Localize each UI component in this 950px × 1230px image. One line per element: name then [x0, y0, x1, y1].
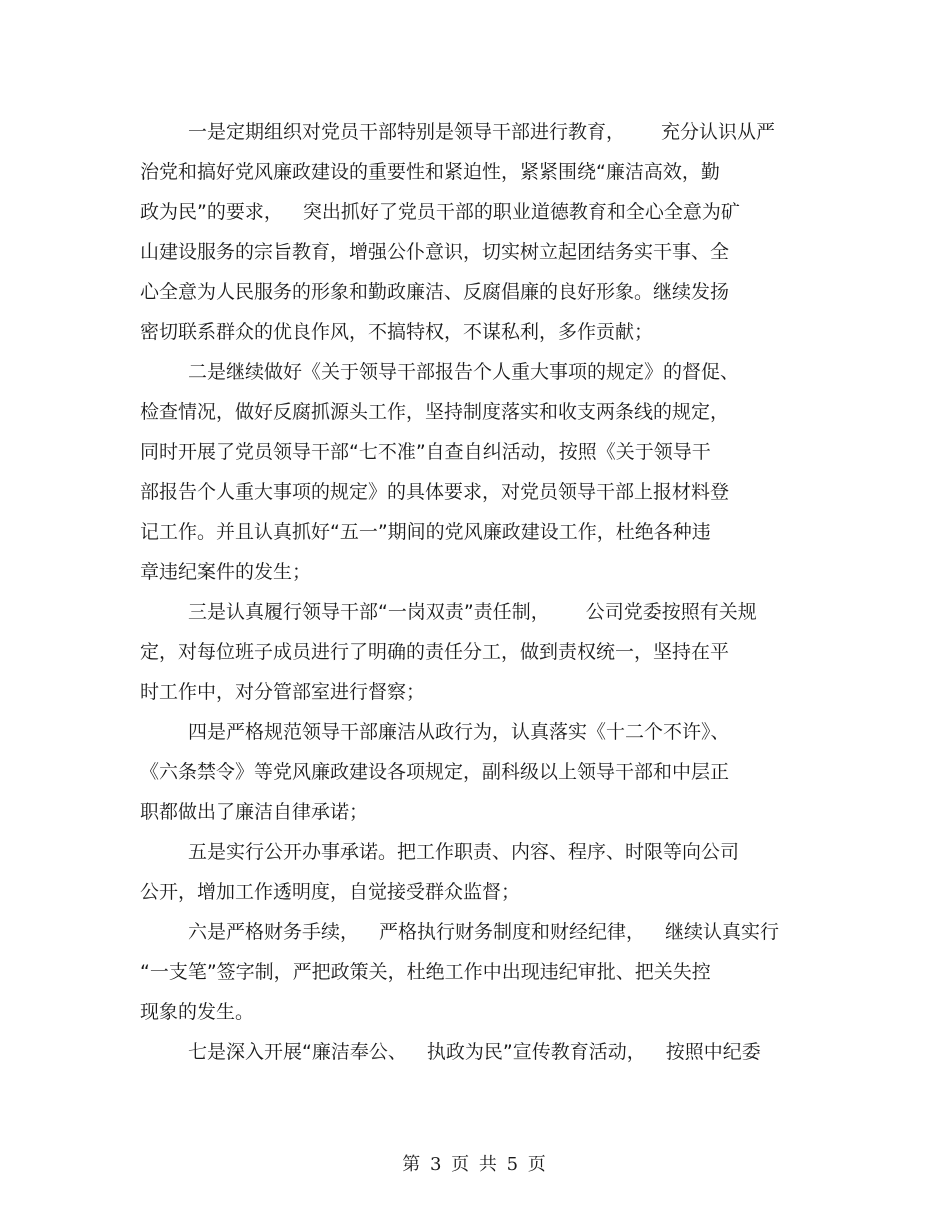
text-segment: 七是深入开展“廉洁奉公、: [188, 1041, 407, 1063]
page-number-footer: 第 3 页 共 5 页: [402, 1154, 548, 1175]
text-segment: 一是定期组织对党员干部特别是领导干部进行教育，: [188, 121, 626, 143]
text-segment: 六是严格财务手续，: [188, 921, 360, 943]
text-line: 部报告个人重大事项的规定》的具体要求，对党员领导干部上报材料登: [140, 481, 730, 503]
text-line: 《六条禁令》等党风廉政建设各项规定，副科级以上领导干部和中层正: [140, 761, 730, 783]
text-line: [140, 912, 820, 952]
text-segment: 执政为民”宣传教育活动，: [426, 1041, 646, 1063]
text-line: [140, 112, 820, 152]
text-line: 职都做出了廉洁自律承诺；: [140, 801, 369, 823]
text-line: 现象的发生。: [140, 1001, 255, 1023]
text-line: 同时开展了党员领导干部“七不准”自查自纠活动，按照《关于领导干: [140, 441, 711, 463]
body-text: [140, 112, 820, 1072]
text-line: 章违纪案件的发生；: [140, 561, 312, 583]
text-segment: 公司党委按照有关规: [585, 601, 757, 623]
text-line: 二是继续做好《关于领导干部报告个人重大事项的规定》的督促、: [188, 361, 740, 383]
text-line: 山建设服务的宗旨教育，增强公仆意识，切实树立起团结务实干事、全: [140, 241, 730, 263]
text-segment: 按照中纪委: [665, 1041, 761, 1063]
text-line: 时工作中，对分管部室进行督察；: [140, 681, 426, 703]
text-line: 公开，增加工作透明度，自觉接受群众监督；: [140, 881, 521, 903]
text-segment: 政为民”的要求，: [140, 201, 283, 223]
text-line: 检查情况，做好反腐抓源头工作，坚持制度落实和收支两条线的规定，: [140, 401, 730, 423]
text-segment: 突出抓好了党员干部的职业道德教育和全心全意为矿: [302, 201, 740, 223]
text-segment: 充分认识从严: [661, 121, 776, 143]
text-line: “一支笔”签字制，严把政策关，杜绝工作中出现违纪审批、把关失控: [140, 961, 711, 983]
text-line: 心全意为人民服务的形象和勤政廉洁、反腐倡廉的良好形象。继续发扬: [140, 281, 730, 303]
text-line: 治党和搞好党风廉政建设的重要性和紧迫性，紧紧围绕“廉洁高效，勤: [140, 161, 720, 183]
text-segment: 继续认真实行: [665, 921, 780, 943]
text-line: 记工作。并且认真抓好“五一”期间的党风廉政建设工作，杜绝各种违: [140, 521, 711, 543]
text-line: 四是严格规范领导干部廉洁从政行为，认真落实《十二个不许》、: [188, 721, 730, 743]
text-line: 五是实行公开办事承诺。把工作职责、内容、程序、时限等向公司: [188, 841, 740, 863]
text-line: 密切联系群众的优良作风，不搞特权，不谋私利，多作贡献；: [140, 321, 654, 343]
text-line: [140, 192, 820, 232]
text-line: [140, 592, 820, 632]
text-line: [140, 1032, 820, 1072]
text-segment: 严格执行财务制度和财经纪律，: [379, 921, 646, 943]
text-line: 定，对每位班子成员进行了明确的责任分工，做到责权统一，坚持在平: [140, 641, 730, 663]
text-segment: 三是认真履行领导干部“一岗双责”责任制，: [188, 601, 550, 623]
